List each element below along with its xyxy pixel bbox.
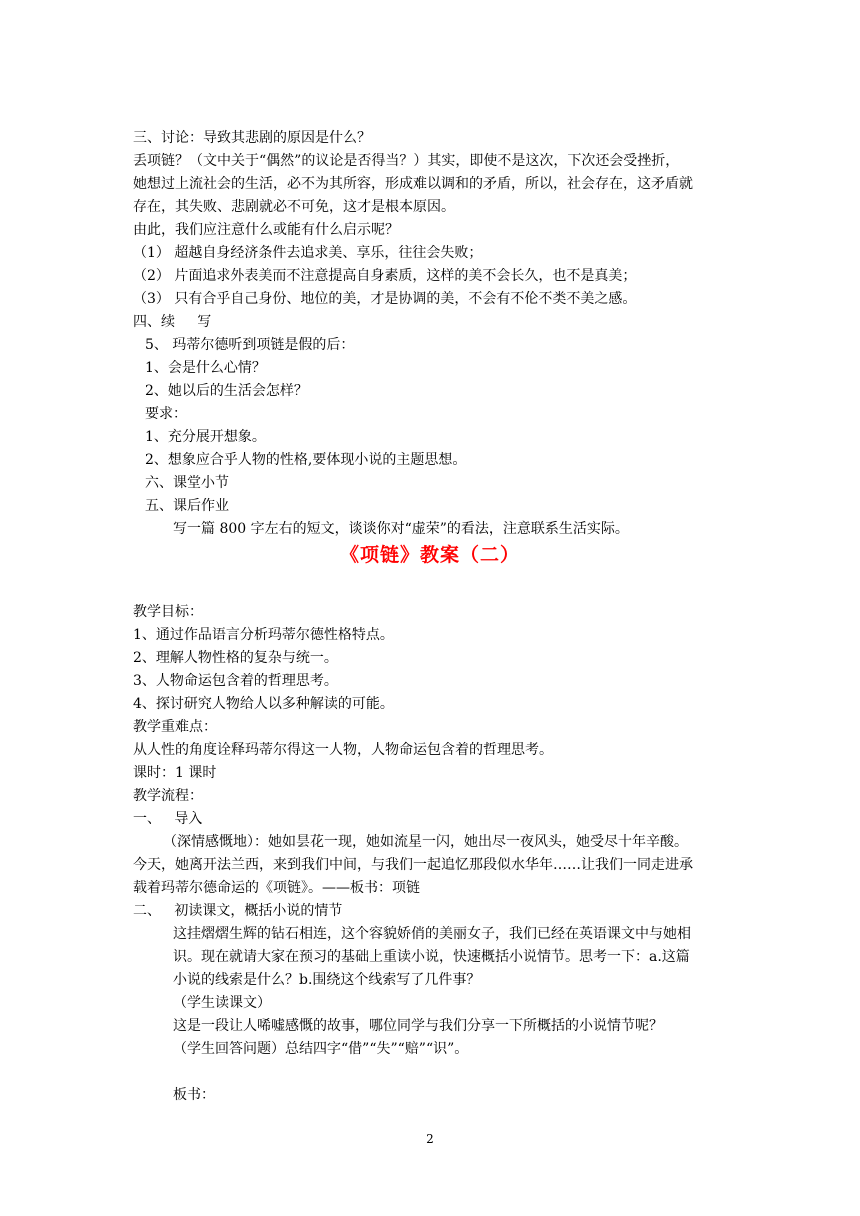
continue-question: 2、她以后的生活会怎样？ — [145, 383, 308, 399]
page-number: 2 — [426, 1132, 434, 1146]
step1-heading: 一、 导入 — [133, 811, 203, 827]
step1-para-line: 今天，她离开法兰西，来到我们中间，与我们一起追忆那段似水华年……让我们一同走进承 — [133, 857, 693, 873]
step2-heading: 二、 初读课文，概括小说的情节 — [133, 903, 343, 919]
discussion-para-line: 丢项链？（文中关于“偶然”的议论是否得当？）其实，即使不是这次，下次还会受挫折， — [133, 153, 680, 169]
continue-prompt: 5、 玛蒂尔德听到项链是假的后： — [145, 337, 355, 353]
student-answer-note: （学生回答问题）总结四字“借”“失”“赔”“识”。 — [173, 1041, 469, 1057]
step1-para-line: 载着玛蒂尔德命运的《项链》。——板书：项链 — [133, 880, 420, 896]
requirements-label: 要求： — [145, 406, 187, 422]
homework-heading: 五、课后作业 — [145, 498, 229, 514]
discussion-heading: 三、讨论：导致其悲剧的原因是什么？ — [133, 130, 371, 146]
step2-para-line: 这挂熠熠生辉的钻石相连，这个容貌娇俏的美丽女子，我们已经在英语课文中与她相 — [173, 926, 691, 942]
lesson-plan-title: 《项链》教案（二） — [339, 544, 520, 566]
insight-item: （2） 片面追求外表美而不注意提高自身素质，这样的美不会长久，也不是真美； — [133, 268, 637, 284]
discussion-para-line: 她想过上流社会的生活，必不为其所容，形成难以调和的矛盾，所以，社会存在，这矛盾就 — [133, 176, 693, 192]
objective-item: 2、理解人物性格的复杂与统一。 — [133, 650, 338, 666]
continue-question: 1、会是什么心情？ — [145, 360, 266, 376]
homework-text: 写一篇 800 字左右的短文，谈谈你对“虚荣”的看法，注意联系生活实际。 — [173, 521, 629, 537]
insight-item: （1） 超越自身经济条件去追求美、享乐，往往会失败； — [133, 245, 483, 261]
discussion-para-line: 存在，其失败、悲剧就必不可免，这才是根本原因。 — [133, 199, 455, 215]
step1-para-line: （深情感慨地）：她如昙花一现，她如流星一闪，她出尽一夜风头，她受尽十年辛酸。 — [163, 834, 688, 850]
story-prompt: 这是一段让人唏嘘感慨的故事，哪位同学与我们分享一下所概括的小说情节呢？ — [173, 1018, 663, 1034]
summary-heading: 六、课堂小节 — [145, 475, 229, 491]
key-points-text: 从人性的角度诠释玛蒂尔得这一人物，人物命运包含着的哲理思考。 — [133, 742, 553, 758]
insight-question: 由此，我们应注意什么或能有什么启示呢？ — [133, 222, 399, 238]
objective-item: 3、人物命运包含着的哲理思考。 — [133, 673, 338, 689]
board-label: 板书： — [173, 1087, 215, 1103]
key-points-label: 教学重难点： — [133, 719, 217, 735]
student-read-note: （学生读课文） — [173, 995, 271, 1011]
requirement-item: 2、想象应合乎人物的性格,要体现小说的主题思想。 — [145, 452, 467, 468]
flow-label: 教学流程： — [133, 788, 203, 804]
insight-item: （3） 只有合乎自己身份、地位的美，才是协调的美，不会有不伦不类不美之感。 — [133, 291, 637, 307]
step2-para-line: 小说的线索是什么？b.围绕这个线索写了几件事？ — [173, 972, 481, 988]
objectives-label: 教学目标： — [133, 604, 203, 620]
requirement-item: 1、充分展开想象。 — [145, 429, 266, 445]
objective-item: 1、通过作品语言分析玛蒂尔德性格特点。 — [133, 627, 394, 643]
class-hours: 课时：1 课时 — [133, 765, 217, 781]
step2-para-line: 识。现在就请大家在预习的基础上重读小说，快速概括小说情节。思考一下：a.这篇 — [173, 949, 690, 965]
continue-heading: 四、续 写 — [133, 314, 212, 330]
objective-item: 4、探讨研究人物给人以多种解读的可能。 — [133, 696, 394, 712]
